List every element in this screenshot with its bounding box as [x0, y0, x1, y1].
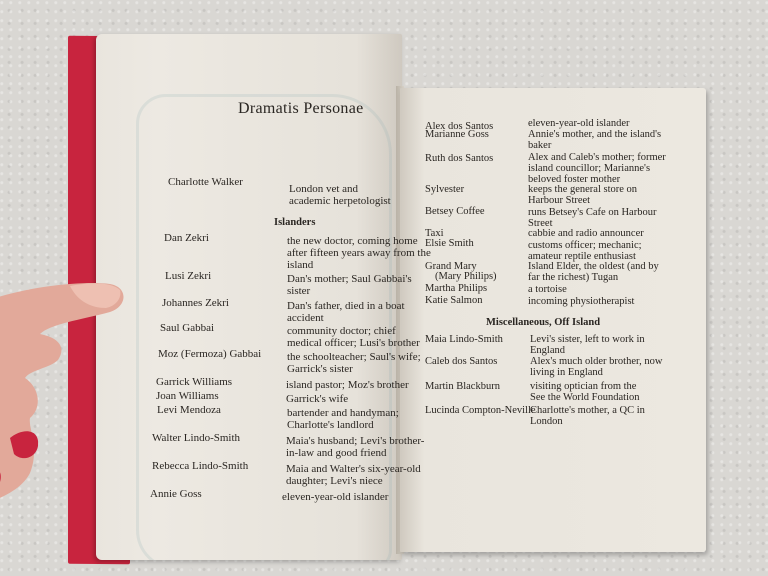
cast-name: Betsey Coffee [425, 206, 485, 217]
section-heading-islanders: Islanders [274, 217, 316, 228]
cast-role: the schoolteacher; Saul's wife; [287, 351, 421, 363]
cast-role: daughter; Levi's niece [286, 475, 383, 487]
cast-name: Sylvester [425, 184, 465, 195]
cast-role: island councillor; Marianne's [528, 163, 651, 174]
cast-role: eleven-year-old islander [528, 118, 630, 129]
cast-role: eleven-year-old islander [282, 491, 389, 503]
cast-role: a tortoise [528, 284, 567, 295]
cast-role: Dan's mother; Saul Gabbai's [287, 273, 412, 285]
cast-name: Ruth dos Santos [425, 153, 494, 164]
cast-role: England [530, 345, 565, 356]
cast-role: after fifteen years away from the [287, 247, 431, 259]
cast-role: Charlotte's mother, a QC in [530, 405, 645, 416]
cast-name: Joan Williams [156, 390, 219, 402]
cast-role: far the richest) Tugan [528, 272, 619, 283]
cast-role: amateur reptile enthusiast [528, 251, 636, 262]
cast-name: Lusi Zekri [165, 270, 212, 282]
cast-role: community doctor; chief [287, 325, 396, 337]
cast-name: (Mary Philips) [435, 271, 497, 282]
cast-name: Caleb dos Santos [425, 356, 498, 367]
cast-name: Levi Mendoza [157, 404, 221, 416]
cast-role: island [287, 259, 314, 271]
cast-role: in-law and good friend [286, 447, 387, 459]
hand-holding-book [0, 278, 150, 508]
cast-name: Rebecca Lindo-Smith [152, 460, 249, 472]
cast-role: runs Betsey's Cafe on Harbour [528, 207, 657, 218]
cast-role: baker [528, 140, 552, 151]
cast-name: Elsie Smith [425, 238, 474, 249]
cast-name: Lucinda Compton-Neville [425, 405, 536, 416]
cast-role: Maia and Walter's six-year-old [286, 463, 421, 475]
cast-role: Annie's mother, and the island's [528, 129, 662, 140]
cast-role: sister [287, 285, 311, 297]
cast-name: Walter Lindo-Smith [152, 432, 241, 444]
cast-role: Island Elder, the oldest (and by [528, 261, 659, 272]
cast-role: customs officer; mechanic; [528, 240, 642, 251]
cast-name: Moz (Fermoza) Gabbai [158, 348, 262, 360]
cast-name: Annie Goss [150, 488, 202, 500]
cast-role: Alex's much older brother, now [530, 356, 663, 367]
cast-role: Garrick's wife [286, 393, 349, 405]
cast-role: medical officer; Lusi's brother [287, 337, 420, 349]
cast-role: accident [287, 312, 324, 324]
cast-role: Maia's husband; Levi's brother- [286, 435, 425, 447]
cast-role: incoming physiotherapist [528, 296, 635, 307]
cast-role: visiting optician from the [530, 381, 637, 392]
cast-name: Taxi [425, 228, 444, 239]
cast-role: keeps the general store on [528, 184, 638, 195]
cast-name: Dan Zekri [164, 232, 209, 244]
cast-role: Dan's father, died in a boat [287, 300, 405, 312]
cast-role: Street [528, 218, 553, 229]
cast-role: cabbie and radio announcer [528, 228, 644, 239]
cast-role: London vet and [289, 183, 359, 195]
cast-name: Garrick Williams [156, 376, 233, 388]
cast-role: Charlotte's landlord [287, 419, 374, 431]
cast-role: London [530, 416, 563, 427]
cast-name: Grand Mary [425, 261, 477, 272]
cast-role: living in England [530, 367, 603, 378]
cast-name: Martha Philips [425, 283, 488, 294]
cast-name: Martin Blackburn [425, 381, 500, 392]
cast-role: Alex and Caleb's mother; former [528, 152, 666, 163]
cast-role: bartender and handyman; [287, 407, 399, 419]
cast-name: Charlotte Walker [168, 176, 243, 188]
cast-name: Johannes Zekri [162, 297, 229, 309]
cast-role: See the World Foundation [530, 392, 640, 403]
cast-role: Levi's sister, left to work in [530, 334, 645, 345]
cast-name: Maia Lindo-Smith [425, 334, 503, 345]
cast-name: Katie Salmon [425, 295, 483, 306]
section-heading-off-island: Miscellaneous, Off Island [486, 317, 601, 328]
cast-role: beloved foster mother [528, 174, 621, 185]
cast-role: academic herpetologist [289, 195, 391, 207]
cast-role: Harbour Street [528, 195, 591, 206]
cast-role: Garrick's sister [287, 363, 353, 375]
cast-name: Alex dos Santos [425, 121, 494, 132]
page-title: Dramatis Personae [238, 100, 364, 117]
cast-name: Saul Gabbai [160, 322, 215, 334]
cast-role: the new doctor, coming home [287, 235, 418, 247]
cast-name: Marianne Goss [425, 129, 489, 140]
cast-role: island pastor; Moz's brother [286, 379, 409, 391]
